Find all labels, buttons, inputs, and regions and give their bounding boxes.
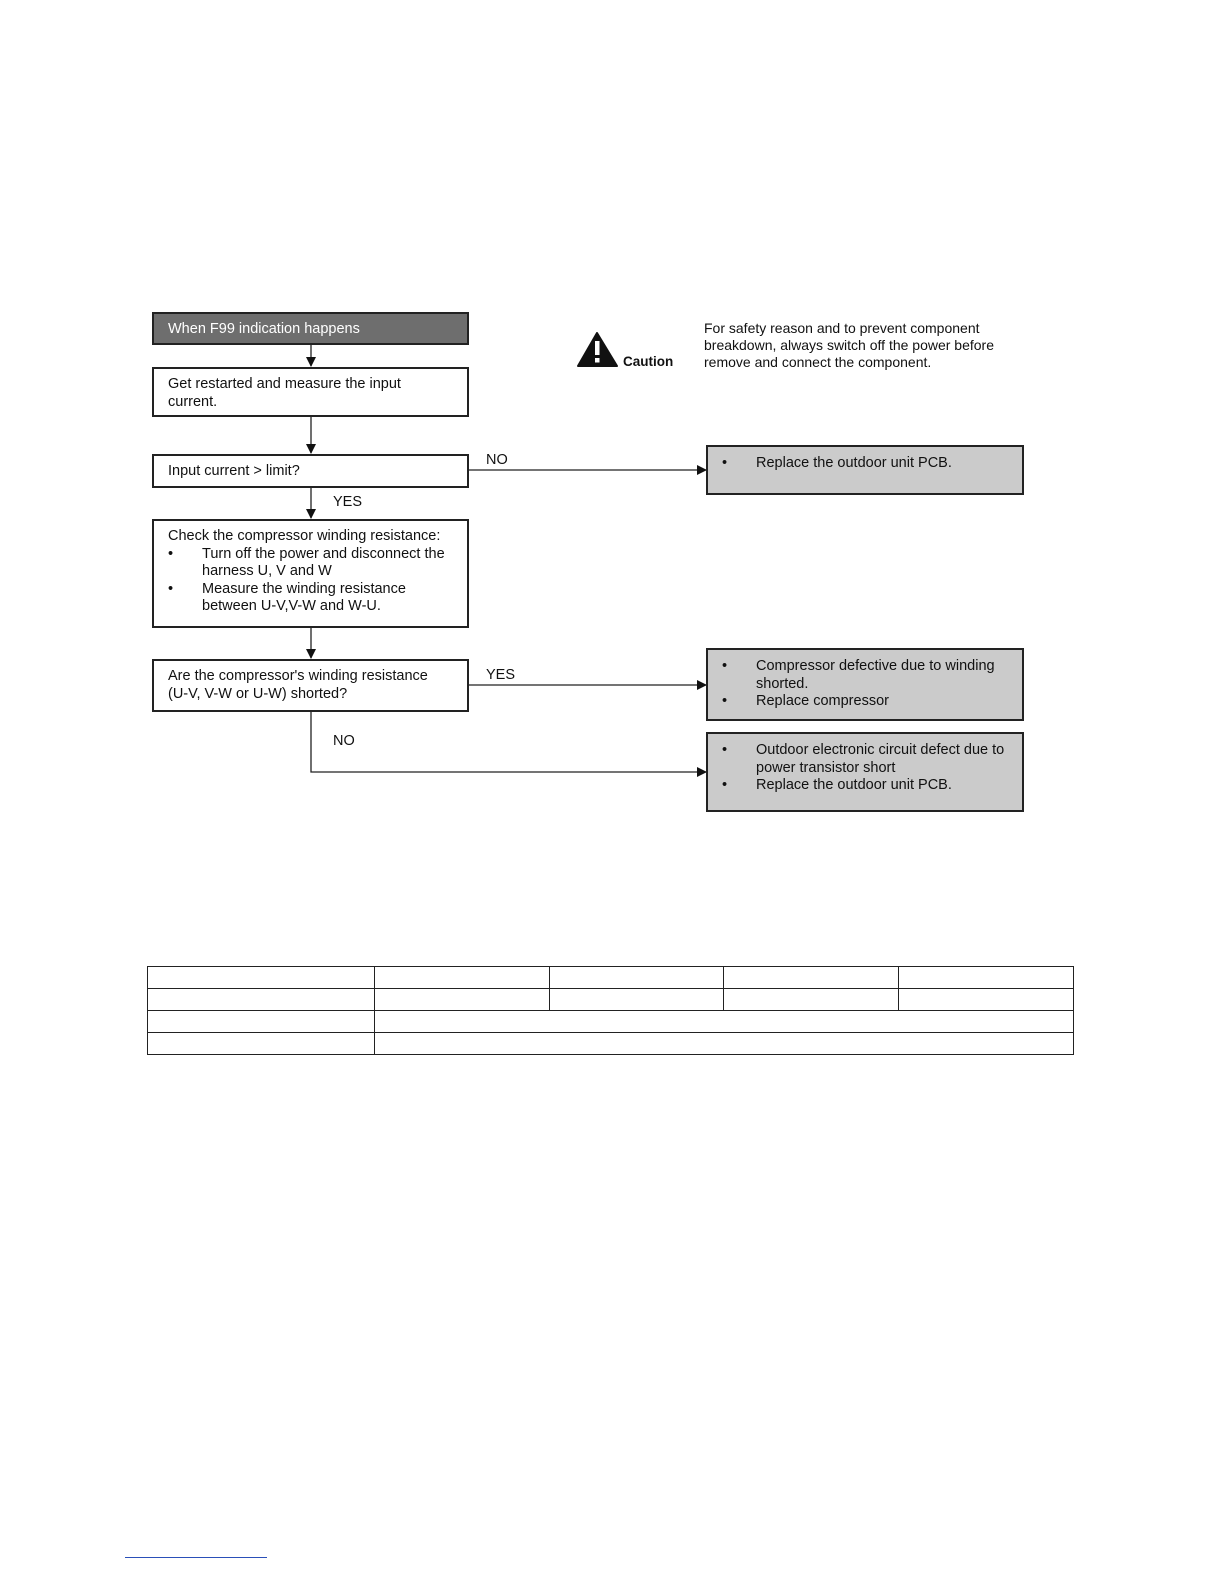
- table-cell: [724, 989, 899, 1011]
- table-cell: [724, 967, 899, 989]
- measure-current-box: [152, 367, 469, 417]
- decision-current-box: [152, 454, 469, 488]
- table-cell: [148, 1033, 375, 1055]
- caution-text: For safety reason and to prevent component breakdown, always switch off the power before remove and connect the component.: [704, 320, 995, 370]
- table-cell: [550, 989, 724, 1011]
- table-row: [148, 989, 1074, 1011]
- table-row: [148, 1011, 1074, 1033]
- table-cell: [550, 967, 724, 989]
- warning-icon: [578, 333, 617, 366]
- result-circuit-bullet-2: • Replace the outdoor unit PCB.: [722, 777, 1008, 795]
- table-cell: [375, 1011, 1074, 1033]
- measure-current-line-1: Get restarted and measure the input: [168, 376, 401, 392]
- decision-shorted-line-2: (U-V, V-W or U-W) shorted?: [168, 685, 348, 702]
- table-cell: [148, 1011, 375, 1033]
- measure-current-line-2: current.: [168, 393, 218, 410]
- result-replace-pcb-bullet: • Replace the outdoor unit PCB.: [722, 455, 1008, 473]
- footnote-link-line: [125, 1557, 267, 1558]
- table-cell: [148, 967, 375, 989]
- result-compressor-bullet-2: • Replace compressor: [722, 693, 1008, 711]
- table-cell: [899, 989, 1074, 1011]
- result-compressor-box: [706, 648, 1024, 721]
- table-cell: [899, 967, 1074, 989]
- table-cell: [375, 967, 550, 989]
- table-row: [148, 967, 1074, 989]
- result-replace-pcb-box: [706, 445, 1024, 495]
- table-cell: [148, 989, 375, 1011]
- table-cell: [375, 989, 550, 1011]
- result-circuit-box: [706, 732, 1024, 812]
- result-circuit-bullet-1: • Outdoor electronic circuit defect due to power transistor short: [722, 742, 1008, 777]
- caution-label: Caution: [623, 354, 674, 369]
- check-winding-bullet-1: • Turn off the power and disconnect the harness U, V and W: [168, 546, 453, 581]
- table-cell: [375, 1033, 1074, 1055]
- table-row: [148, 1033, 1074, 1055]
- label-no-current: NO: [486, 452, 508, 468]
- start-box: [152, 312, 469, 345]
- label-yes-current: YES: [333, 494, 363, 510]
- decision-current-text: Input current > limit?: [168, 463, 300, 479]
- result-compressor-bullet-1: • Compressor defective due to winding shorted.: [722, 658, 1008, 693]
- check-winding-title: Check the compressor winding resistance:: [168, 528, 441, 544]
- label-yes-shorted: YES: [486, 667, 516, 683]
- specification-table: [147, 966, 1074, 1055]
- connector-shorted-to-circuit: [311, 712, 706, 772]
- label-no-shorted: NO: [333, 733, 355, 749]
- decision-shorted-box: [152, 659, 469, 712]
- check-winding-bullet-2: • Measure the winding resistance between U-V,V-W and W-U.: [168, 581, 453, 616]
- check-winding-box: [152, 519, 469, 628]
- decision-shorted-line-1: Are the compressor's winding resistance: [168, 668, 428, 684]
- start-text: When F99 indication happens: [168, 321, 360, 337]
